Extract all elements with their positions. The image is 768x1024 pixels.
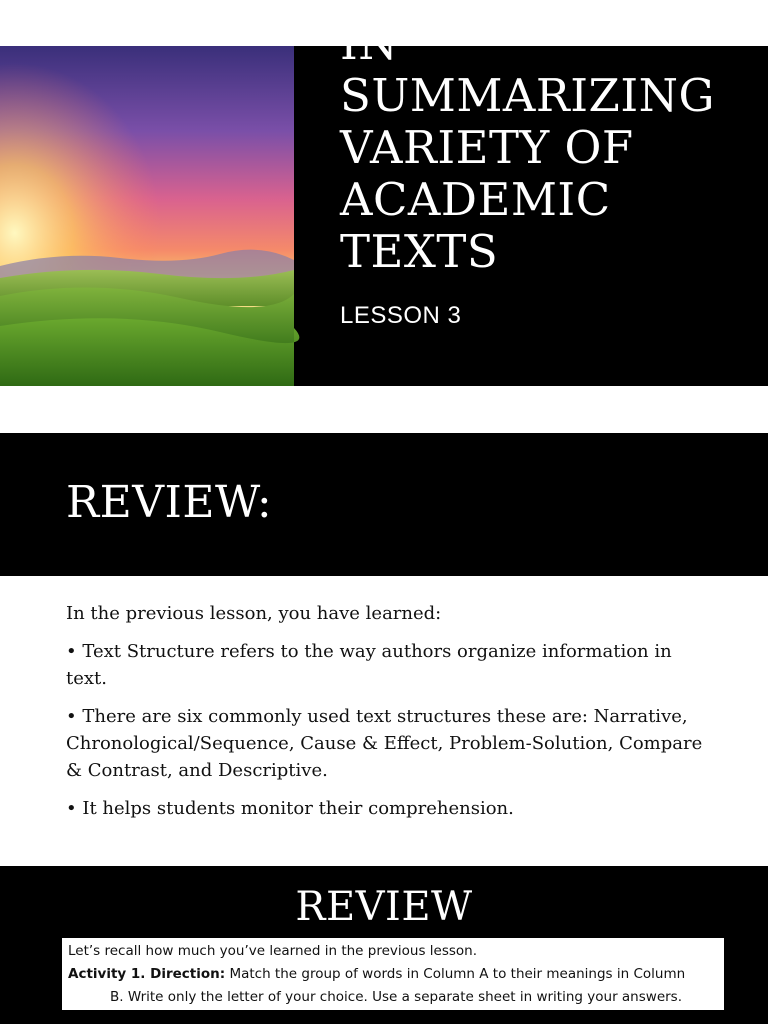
review-content xyxy=(66,600,706,833)
title-line: VARIETY OF xyxy=(340,121,634,174)
activity-intro: Let’s recall how much you’ve learned in the previous lesson. xyxy=(68,943,478,959)
landscape-image xyxy=(0,46,294,386)
title-slide xyxy=(0,17,768,386)
title-block xyxy=(340,17,760,386)
title-line: ACADEMIC xyxy=(340,173,611,226)
review-bullet: • Text Structure refers to the way authors organize information in text. xyxy=(66,641,672,689)
title-line: TEXTS xyxy=(340,225,499,278)
title-line: IN xyxy=(340,17,399,70)
title-line: SUMMARIZING xyxy=(340,69,715,122)
review-bullet: • There are six commonly used text structures these are: Narrative, Chronological/Sequence, Cause & Effect, Problem-Solution, Compare & Contrast, and Descriptive. xyxy=(66,706,703,781)
review-bullet: • It helps students monitor their comprehension. xyxy=(66,798,514,819)
review-heading-band xyxy=(0,433,768,576)
slide-title xyxy=(340,18,715,278)
activity-box xyxy=(62,938,724,1010)
activity-direction-text: Match the group of words in Column A to their meanings in Column xyxy=(225,966,686,982)
lesson-number: LESSON 3 xyxy=(340,302,462,329)
review-intro: In the previous lesson, you have learned: xyxy=(66,603,442,624)
activity-direction xyxy=(68,963,718,986)
activity-direction-continued: B. Write only the letter of your choice. Use a separate sheet in writing your answers. xyxy=(110,989,682,1005)
review-slide-2 xyxy=(0,866,768,1024)
review-heading-2: REVIEW xyxy=(295,884,473,930)
review-heading: REVIEW: xyxy=(66,477,273,528)
activity-label: Activity 1. Direction: xyxy=(68,966,226,982)
